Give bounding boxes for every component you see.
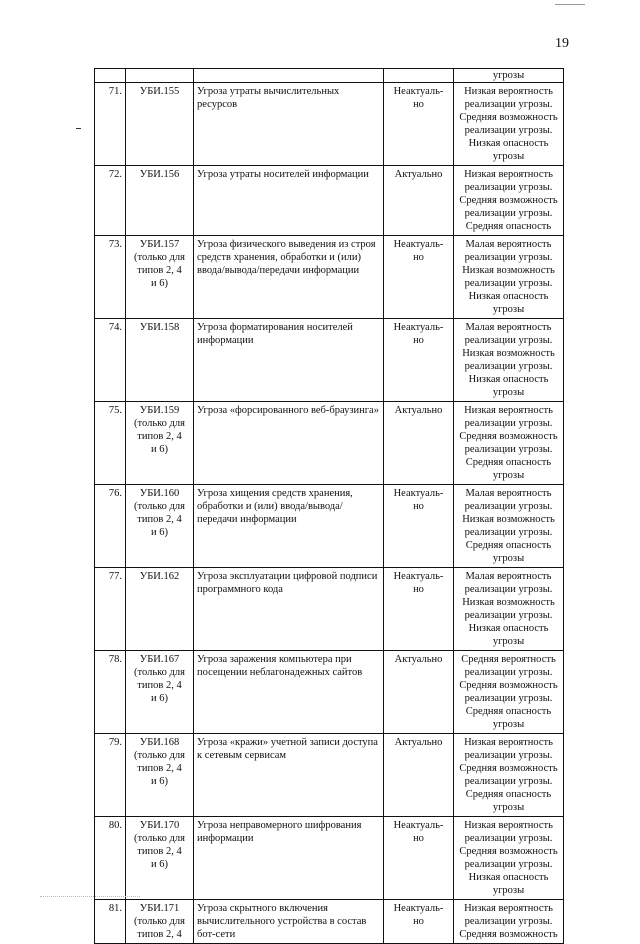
cell-num: 77. <box>95 568 126 651</box>
table-row-continued <box>95 69 564 83</box>
cell-code: УБИ.160 (только для типов 2, 4 и 6) <box>126 485 194 568</box>
table-row <box>95 817 564 900</box>
cell-relevance: Неактуаль- но <box>384 83 454 166</box>
cell-assessment: Малая вероятность реализации угрозы. Низкая возможность реализации угрозы. Средняя опасность угрозы <box>454 485 564 568</box>
table-row <box>95 402 564 485</box>
cell-num: 73. <box>95 236 126 319</box>
cell-desc: Угроза неправомерного шифрования информации <box>194 817 384 900</box>
cell-code: УБИ.167 (только для типов 2, 4 и 6) <box>126 651 194 734</box>
cell-code: УБИ.171 (только для типов 2, 4 <box>126 900 194 944</box>
cell-relevance: Неактуаль- но <box>384 817 454 900</box>
cell-code: УБИ.156 <box>126 166 194 236</box>
cell-desc: Угроза эксплуатации цифровой подписи программного кода <box>194 568 384 651</box>
scan-noise <box>40 896 140 897</box>
cell-assessment: Низкая вероятность реализации угрозы. Средняя возможность реализации угрозы. Низкая опасность угрозы <box>454 83 564 166</box>
cell-assessment: угрозы <box>454 69 564 83</box>
cell-num: 74. <box>95 319 126 402</box>
table-row <box>95 568 564 651</box>
cell-desc: Угроза «кражи» учетной записи доступа к сетевым сервисам <box>194 734 384 817</box>
cell-assessment: Низкая вероятность реализации угрозы. Средняя возможность <box>454 900 564 944</box>
cell-num: 81. <box>95 900 126 944</box>
cell-assessment: Низкая вероятность реализации угрозы. Средняя возможность реализации угрозы. Средняя опасность угрозы <box>454 734 564 817</box>
cell-code <box>126 69 194 83</box>
table-row <box>95 485 564 568</box>
cell-num: 79. <box>95 734 126 817</box>
cell-relevance: Неактуаль- но <box>384 236 454 319</box>
cell-num: 76. <box>95 485 126 568</box>
cell-desc: Угроза заражения компьютера при посещении неблагонадежных сайтов <box>194 651 384 734</box>
cell-code: УБИ.158 <box>126 319 194 402</box>
cell-relevance <box>384 69 454 83</box>
cell-desc: Угроза скрытного включения вычислительного устройства в состав бот-сети <box>194 900 384 944</box>
threats-table <box>94 68 564 944</box>
margin-mark <box>76 128 81 129</box>
cell-num: 72. <box>95 166 126 236</box>
table-row <box>95 319 564 402</box>
cell-code: УБИ.170 (только для типов 2, 4 и 6) <box>126 817 194 900</box>
cell-desc: Угроза хищения средств хранения, обработки и (или) ввода/вывода/передачи информации <box>194 485 384 568</box>
page-number: 19 <box>555 36 569 51</box>
cell-assessment: Низкая вероятность реализации угрозы. Средняя возможность реализации угрозы. Средняя опасность <box>454 166 564 236</box>
table-row <box>95 651 564 734</box>
cell-code: УБИ.155 <box>126 83 194 166</box>
table-row <box>95 734 564 817</box>
table-row <box>95 236 564 319</box>
cell-relevance: Актуально <box>384 734 454 817</box>
cell-relevance: Неактуаль- но <box>384 900 454 944</box>
cell-num: 75. <box>95 402 126 485</box>
cell-assessment: Малая вероятность реализации угрозы. Низкая возможность реализации угрозы. Низкая опасность угрозы <box>454 236 564 319</box>
cell-relevance: Неактуаль- но <box>384 319 454 402</box>
scan-mark <box>555 4 585 7</box>
cell-assessment: Низкая вероятность реализации угрозы. Средняя возможность реализации угрозы. Низкая опасность угрозы <box>454 817 564 900</box>
table-row <box>95 166 564 236</box>
cell-num <box>95 69 126 83</box>
cell-desc <box>194 69 384 83</box>
cell-code: УБИ.168 (только для типов 2, 4 и 6) <box>126 734 194 817</box>
cell-relevance: Актуально <box>384 402 454 485</box>
cell-desc: Угроза утраты вычислительных ресурсов <box>194 83 384 166</box>
table-row <box>95 83 564 166</box>
cell-code: УБИ.162 <box>126 568 194 651</box>
cell-code: УБИ.159 (только для типов 2, 4 и 6) <box>126 402 194 485</box>
cell-relevance: Неактуаль- но <box>384 485 454 568</box>
cell-desc: Угроза утраты носителей информации <box>194 166 384 236</box>
cell-code: УБИ.157 (только для типов 2, 4 и 6) <box>126 236 194 319</box>
cell-relevance: Актуально <box>384 651 454 734</box>
cell-num: 78. <box>95 651 126 734</box>
cell-assessment: Малая вероятность реализации угрозы. Низкая возможность реализации угрозы. Низкая опасность угрозы <box>454 568 564 651</box>
cell-desc: Угроза форматирования носителей информации <box>194 319 384 402</box>
cell-desc: Угроза «форсированного веб-браузинга» <box>194 402 384 485</box>
cell-relevance: Неактуаль- но <box>384 568 454 651</box>
table-row <box>95 900 564 944</box>
cell-relevance: Актуально <box>384 166 454 236</box>
cell-num: 71. <box>95 83 126 166</box>
cell-assessment: Средняя вероятность реализации угрозы. Средняя возможность реализации угрозы. Средняя опасность угрозы <box>454 651 564 734</box>
cell-assessment: Низкая вероятность реализации угрозы. Средняя возможность реализации угрозы. Средняя опасность угрозы <box>454 402 564 485</box>
cell-desc: Угроза физического выведения из строя средств хранения, обработки и (или) ввода/вывода/передачи информации <box>194 236 384 319</box>
cell-assessment: Малая вероятность реализации угрозы. Низкая возможность реализации угрозы. Низкая опасность угрозы <box>454 319 564 402</box>
cell-num: 80. <box>95 817 126 900</box>
